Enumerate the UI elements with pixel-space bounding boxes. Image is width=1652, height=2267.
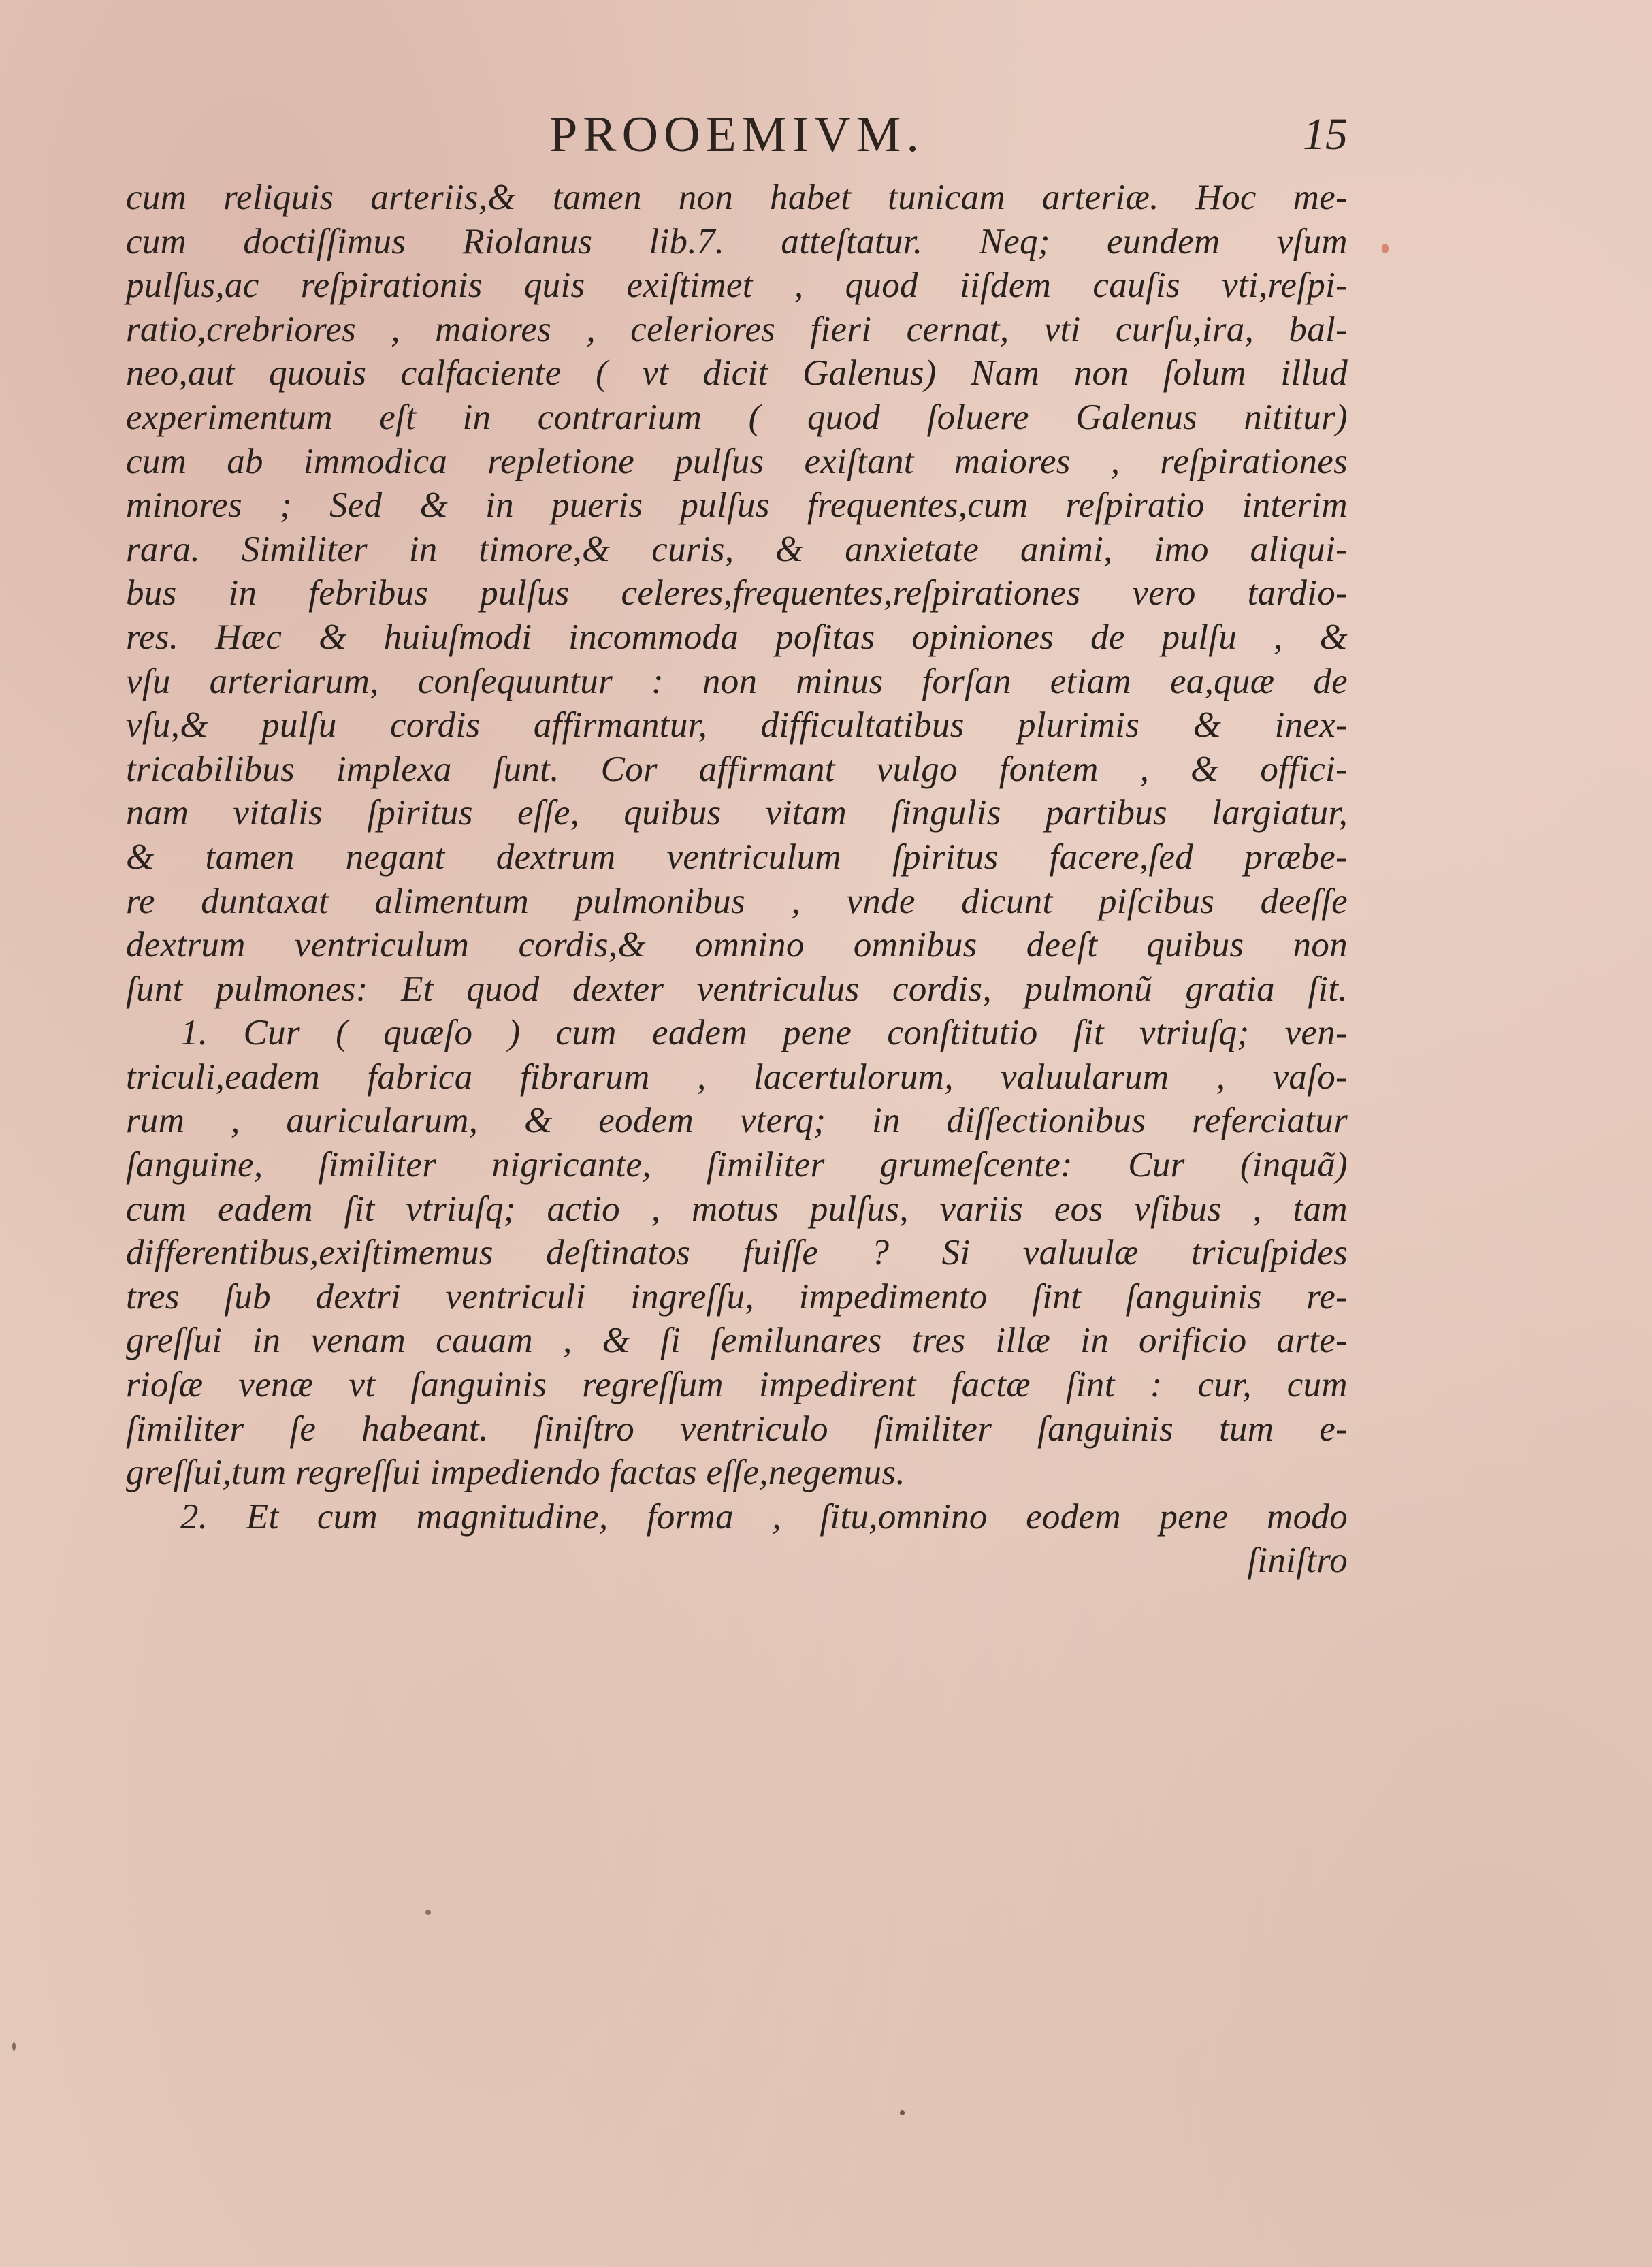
text-line: differentibus,exiſtimemus deſtinatos fuiſſe ? Si valuulæ tricuſpides (126, 1233, 1348, 1273)
text-line: cum eadem ſit vtriuſq; actio , motus pulſus, variis eos vſibus , tam (126, 1189, 1348, 1229)
text-line: neo,aut quouis calfaciente ( vt dicit Galenus) Nam non ſolum illud (126, 353, 1348, 393)
text-line: re duntaxat alimentum pulmonibus , vnde dicunt piſcibus deeſſe (126, 881, 1348, 921)
ink-speck (425, 1910, 431, 1915)
text-line: greſſui in venam cauam , & ſi ſemilunares tres illæ in orificio arte- (126, 1321, 1348, 1361)
text-line: res. Hæc & huiuſmodi incommoda poſitas opiniones de pulſu , & (126, 617, 1348, 657)
text-line: ratio,crebriores , maiores , celeriores fieri cernat, vti curſu,ira, bal- (126, 309, 1348, 349)
text-line: rum , auricularum, & eodem vterq; in diſſectionibus referciatur (126, 1101, 1348, 1141)
text-line: cum ab immodica repletione pulſus exiſtant maiores , reſpirationes (126, 441, 1348, 481)
text-line: ſanguine, ſimiliter nigricante, ſimiliter grumeſcente: Cur (inquã) (126, 1145, 1348, 1185)
text-line-paragraph-end: greſſui,tum regreſſui impediendo factas eſſe,negemus. (126, 1453, 905, 1493)
catchword: ſiniſtro (1247, 1541, 1348, 1581)
text-line: tricabilibus implexa ſunt. Cor affirmant vulgo fontem , & offici- (126, 749, 1348, 789)
text-line: minores ; Sed & in pueris pulſus frequentes,cum reſpiratio interim (126, 485, 1348, 526)
text-line: experimentum eſt in contrarium ( quod ſoluere Galenus nititur) (126, 397, 1348, 437)
text-line: vſu,& pulſu cordis affirmantur, difficultatibus plurimis & inex- (126, 705, 1348, 745)
text-line: ſimiliter ſe habeant. ſiniſtro ventriculo ſimiliter ſanguinis tum e- (126, 1409, 1348, 1449)
text-line: triculi,eadem fabrica fibrarum , lacertulorum, valuularum , vaſo- (126, 1057, 1348, 1097)
text-line: tres ſub dextri ventriculi ingreſſu, impedimento ſint ſanguinis re- (126, 1276, 1348, 1317)
running-title: PROOEMIVM. (549, 107, 924, 163)
text-line: pulſus,ac reſpirationis quis exiſtimet , quod iiſdem cauſis vti,reſpi- (126, 266, 1348, 306)
text-line: cum reliquis arteriis,& tamen non habet tunicam arteriæ. Hoc me- (126, 178, 1348, 217)
text-line: nam vitalis ſpiritus eſſe, quibus vitam ſingulis partibus largiatur, (126, 793, 1348, 833)
text-line: dextrum ventriculum cordis,& omnino omnibus deeſt quibus non (126, 925, 1348, 965)
ink-speck (12, 2042, 16, 2051)
text-line: rioſæ venæ vt ſanguinis regreſſum impedirent factæ ſint : cur, cum (126, 1365, 1348, 1405)
text-line: & tamen negant dextrum ventriculum ſpiritus facere,ſed præbe- (126, 837, 1348, 877)
text-line: cum doctiſſimus Riolanus lib.7. atteſtatur. Neq; eundem vſum (126, 221, 1348, 261)
text-line: rara. Similiter in timore,& curis, & anxietate animi, imo aliqui- (126, 529, 1348, 569)
page-header (126, 101, 1348, 169)
page-number: 15 (1303, 110, 1348, 159)
text-line: vſu arteriarum, conſequuntur : non minus forſan etiam ea,quæ de (126, 661, 1348, 701)
text-line: bus in febribus pulſus celeres,frequentes,reſpirationes vero tardio- (126, 573, 1348, 613)
body-text (126, 176, 1348, 1583)
text-line-numbered: 1. Cur ( quæſo ) cum eadem pene conſtitutio ſit vtriuſq; ven- (180, 1013, 1348, 1053)
text-line: ſunt pulmones: Et quod dexter ventriculus cordis, pulmonũ gratia ſit. (126, 969, 1348, 1009)
text-line-numbered: 2. Et cum magnitudine, forma , ſitu,omnino eodem pene modo (180, 1496, 1348, 1537)
ink-speck (1382, 244, 1389, 253)
ink-speck (900, 2110, 905, 2115)
